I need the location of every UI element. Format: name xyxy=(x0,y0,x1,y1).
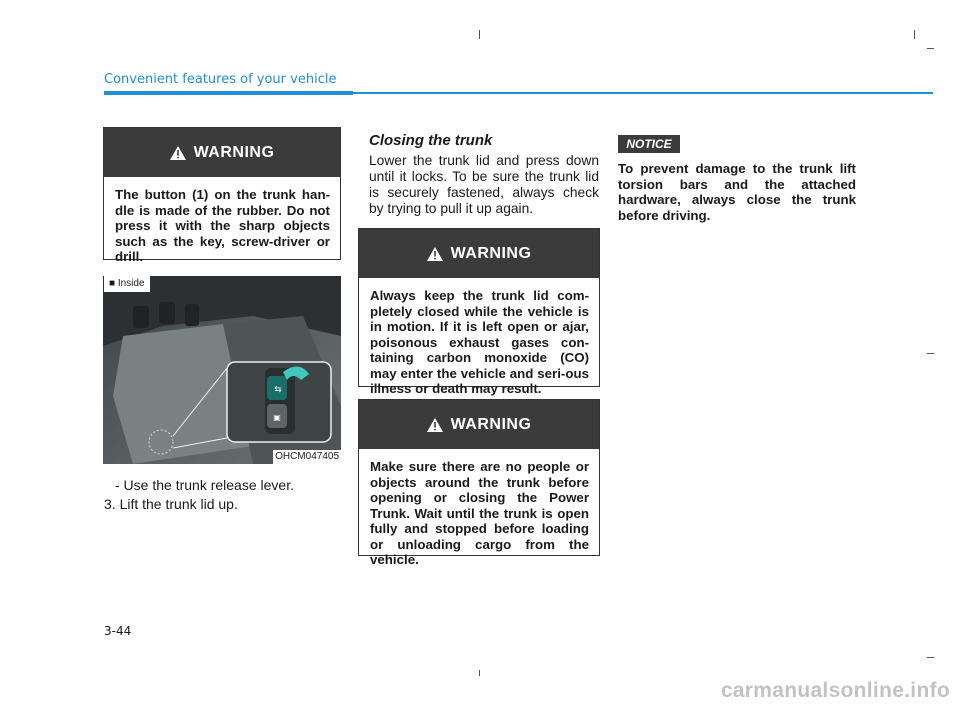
crop-mark-right-1 xyxy=(927,48,934,49)
warning-text: Always keep the trunk lid com-pletely closed while the vehicle is in motion. If it is left open or ajar, poisonous exhaust gases con-taining carbon monoxide (CO) may enter the vehicle and seri-ous illness or death may result. xyxy=(370,288,589,396)
warning-text: The button (1) on the trunk han-dle is made of the rubber. Do not press it with the sharp objects such as the key, screw-driver or drill. xyxy=(115,187,330,264)
crop-mark-right-2 xyxy=(927,353,934,354)
warning-label: WARNING xyxy=(450,415,532,433)
warning-label: WARNING xyxy=(450,244,532,262)
warning-triangle-icon xyxy=(427,418,443,432)
warning-box-power-trunk xyxy=(358,399,600,567)
step-lift-trunk-lid: 3. Lift the trunk lid up. xyxy=(104,496,238,512)
crop-mark-top-right xyxy=(914,30,915,39)
header-rule-thin xyxy=(353,92,933,94)
figure-label: ■ Inside xyxy=(104,276,150,292)
svg-text:▣: ▣ xyxy=(273,413,281,422)
closing-trunk-heading: Closing the trunk xyxy=(369,132,493,149)
warning-triangle-icon xyxy=(170,146,186,160)
trunk-release-lever-image xyxy=(103,276,341,464)
crop-mark-right-3 xyxy=(927,657,934,658)
warning-header xyxy=(359,400,599,449)
warning-box-trunk-closed xyxy=(358,228,600,396)
square-bullet-icon: ■ xyxy=(109,278,118,289)
header-rule-thick xyxy=(104,91,353,95)
watermark: carmanualsonline.info xyxy=(720,679,950,702)
page-number: 3-44 xyxy=(104,624,132,638)
figure-code: OHCM047405 xyxy=(275,451,339,462)
warning-header xyxy=(359,229,599,278)
closing-trunk-paragraph: Lower the trunk lid and press down until it locks. To be sure the trunk lid is securely fastened, always check by trying to pull it up again. xyxy=(369,153,599,216)
svg-text:⇆: ⇆ xyxy=(274,385,282,395)
crop-mark-bottom-center xyxy=(479,670,480,676)
notice-badge: NOTICE xyxy=(618,135,680,153)
warning-box-rubber-button xyxy=(103,127,341,264)
section-title: Convenient features of your vehicle xyxy=(104,72,337,87)
car-interior-illustration xyxy=(103,276,341,464)
notice-text: To prevent damage to the trunk lift torsion bars and the attached hardware, always close the trunk before driving. xyxy=(618,161,856,223)
crop-mark-top-center xyxy=(479,30,480,39)
warning-label: WARNING xyxy=(193,143,275,161)
step-use-release-lever: - Use the trunk release lever. xyxy=(115,477,294,493)
warning-triangle-icon xyxy=(427,247,443,261)
warning-header xyxy=(104,128,340,177)
warning-text: Make sure there are no people or objects around the trunk before opening or closing the Power Trunk. Wait until the trunk is open fully and stopped before loading or unloading cargo from the vehicle. xyxy=(370,459,589,567)
